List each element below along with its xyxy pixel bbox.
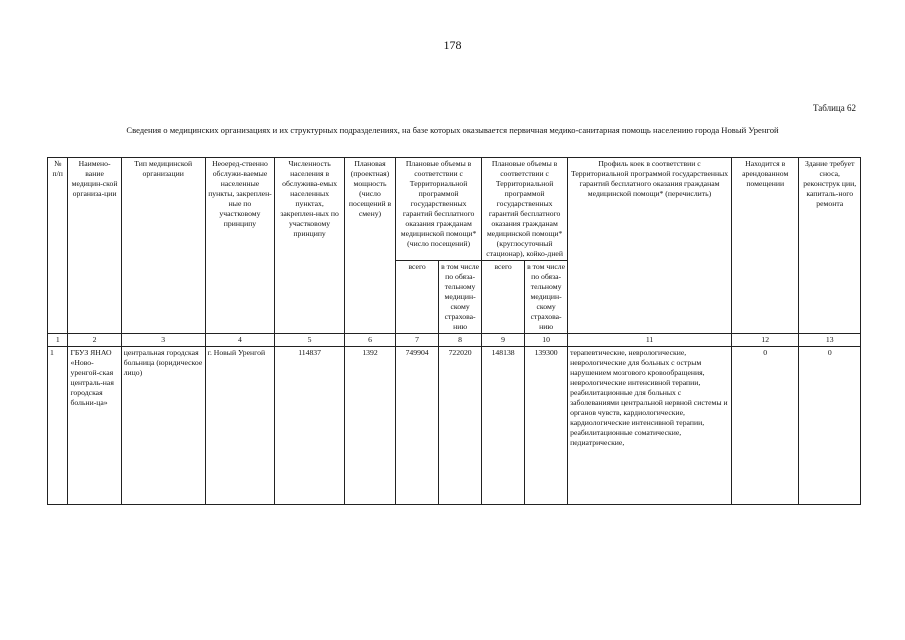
header-org-type: Тип медицинской организации — [121, 158, 205, 334]
row-bed-profile: терапевтические, неврологические, неврологические для больных с острым нарушением мозгового кровообращения, неврологические интенсивной терапии, реабилитационные для больных с заболеваниями центральной нервной системы и органов чувств, кардиологические, кардиологические интенсивной терапии, реабилитационные соматические, педиатрические, — [568, 347, 732, 505]
header-bed-profile: Профиль коек в соответствии с Территориальной программой государственных гарантий бесплатного оказания гражданам медицинской помощи* (перечислить) — [568, 158, 732, 334]
row-rebuild: 0 — [799, 347, 861, 505]
row-visits-total: 749904 — [396, 347, 439, 505]
row-org-type: центральная городская больница (юридическое лицо) — [121, 347, 205, 505]
column-number: 7 — [396, 334, 439, 347]
row-population: 114837 — [275, 347, 345, 505]
row-beds-oms: 139300 — [525, 347, 568, 505]
column-number-row — [48, 334, 861, 347]
row-settlements: г. Новый Уренгой — [205, 347, 275, 505]
row-rented: 0 — [731, 347, 799, 505]
row-num: 1 — [48, 347, 68, 505]
header-org-name: Наимено-вание медицин-ской организа-ции — [68, 158, 121, 334]
header-rebuild: Здание требует сноса, реконструк ции, капиталь-ного ремонта — [799, 158, 861, 334]
column-number: 13 — [799, 334, 861, 347]
subheader-visits-total: всего — [396, 261, 439, 334]
column-number: 3 — [121, 334, 205, 347]
header-row — [48, 158, 861, 261]
column-number: 12 — [731, 334, 799, 347]
subheader-beds-total: всего — [482, 261, 525, 334]
header-population: Численность населения в обслужива-емых населенных пунктах, закреплен-ных по участковому принципу — [275, 158, 345, 334]
column-number: 5 — [275, 334, 345, 347]
column-number: 10 — [525, 334, 568, 347]
row-beds-total: 148138 — [482, 347, 525, 505]
page-number: 178 — [443, 38, 462, 52]
subheader-beds-oms: в том числе по обяза-тельному медицин-скому страхова-нию — [525, 261, 568, 334]
row-visits-oms: 722020 — [439, 347, 482, 505]
column-number: 8 — [439, 334, 482, 347]
column-number: 6 — [344, 334, 395, 347]
column-number: 2 — [68, 334, 121, 347]
medical-organizations-table — [47, 157, 861, 505]
header-planned-visits: Плановые объемы в соответствии с Территориальной программой государственных гарантий бесплатного оказания гражданам медицинской помощи* (число посещений) — [396, 158, 482, 261]
table-caption: Сведения о медицинских организациях и их структурных подразделениях, на базе которых оказывается первичная медико-санитарная помощь населению города Новый Уренгой — [126, 125, 779, 135]
column-number: 9 — [482, 334, 525, 347]
column-number: 1 — [48, 334, 68, 347]
row-org-name: ГБУЗ ЯНАО «Ново-уренгой-ская централь-ная городская больни-ца» — [68, 347, 121, 505]
header-num: № п/п — [48, 158, 68, 334]
table-label: Таблица 62 — [813, 103, 856, 113]
header-capacity: Плановая (проектная) мощность (число посещений в смену) — [344, 158, 395, 334]
header-settlements: Неоеред-ственно обслужи-ваемые населенные пункты, закреплен-ные по участковому принципу — [205, 158, 275, 334]
header-rented: Находится в арендованном помещении — [731, 158, 799, 334]
subheader-visits-oms: в том числе по обяза-тельному медицин-скому страхова-нию — [439, 261, 482, 334]
table-row — [48, 347, 861, 505]
column-number: 11 — [568, 334, 732, 347]
row-capacity: 1392 — [344, 347, 395, 505]
column-number: 4 — [205, 334, 275, 347]
header-planned-bed-days: Плановые объемы в соответствии с Территориальной программой государственных гарантий бесплатного оказания гражданам медицинской помощи* (круглосуточный стационар), койко-дней — [482, 158, 568, 261]
